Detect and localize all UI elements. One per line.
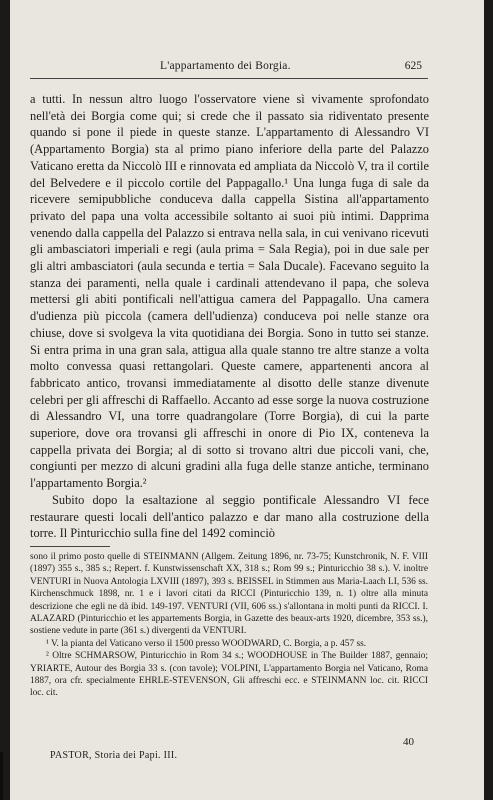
footnotes bbox=[30, 551, 428, 700]
book-page bbox=[10, 0, 484, 800]
header-rule bbox=[30, 78, 428, 79]
paragraph: a tutti. In nessun altro luogo l'osservatore viene sì vivamente sprofondato nell'età dei Borgia come qui; si crede che il passato sia ridiventato presente quando si pone il piede in queste stanze. L'appartamento di Alessandro VI (Appartamento Borgia) sta al primo piano inferiore della parte del Palazzo Vaticano eretta da Niccolò III e rinnovata ed ampliata da Niccolò V, tra il cortile del Belvedere e il piccolo cortile del Pappagallo.¹ Una lunga fuga di sale da ricevere semipubbliche conduceva dalla cappella Sistina all'appartamento privato del papa una volta accessibile soltanto ai suoi più intimi. Dapprima venendo dalla cappella del Palazzo si entrava nella sala, in cui venivano ricevuti gli ambasciatori imperiali e regi (aula prima = Sala Regia), poi in due sale per gli altri ambasciatori (aula secunda e tertia = Sala Ducale). Facevano seguito la stanza dei paramenti, nella quale i cardinali attendevano il papa, che soleva mettersi gli abiti pontificali nell'attigua camera del Pappagallo. Una camera d'udienza più piccola (camera dell'udienza) conduceva poi nelle stanze ora chiuse, dove si svolgeva la vita quotidiana dei Borgia. Sono in tutto sei stanze. Si entra prima in una gran sala, attigua alla quale stanno tre altre stanze a volta molto convessa quasi rettangolari. Queste camere, appartenenti ancora al fabbricato antico, trovansi immediatamente al disotto delle stanze divenute celebri per gli affreschi di Raffaello. Accanto ad esse sorge la nuova costruzione di Alessandro VI, una torre quadrangolare (Torre Borgia), di cui la parte superiore, dove ora trovansi gli affreschi in onore di Pio IX, conteneva la cappella privata dei Borgia; al di sotto si trovano altri due piccoli vani, che, congiunti per mezzo di alcuni gradini alla fuga delle stanze antiche, terminano l'appartamento Borgia.² bbox=[30, 92, 429, 491]
signature-line: PASTOR, Storia dei Papi. III. bbox=[50, 750, 178, 761]
running-title: L'appartamento dei Borgia. bbox=[160, 60, 291, 72]
page-number: 625 bbox=[404, 60, 422, 72]
footnote-2: ² Oltre SCHMARSOW, Pinturicchio in Rom 34 s.; WOODHOUSE in The Builder 1887, gennaio; YRIARTE, Autour des Borgia 33 s. (con tavole); VOLPINI, L'appartamento Borgia nel Vaticano, Roma 1887, ora cfr. specialmente EHRLE-STEVENSON, Gli affreschi ecc. e STEINMANN loc. cit. RICCI loc. cit. bbox=[30, 651, 428, 699]
scan-edge bbox=[0, 752, 3, 800]
footnote-rule bbox=[30, 546, 110, 547]
paragraph: Subito dopo la esaltazione al seggio pontificale Alessandro VI fece restaurare questi locali dell'antico palazzo e dar mano alla costruzione della torre. Il Pinturicchio sulla fine del 1492 cominciò bbox=[30, 492, 429, 541]
footnote-1: ¹ V. la pianta del Vaticano verso il 1500 presso WOODWARD, C. Borgia, a p. 457 ss. bbox=[46, 638, 367, 649]
body-text bbox=[30, 91, 429, 542]
running-header bbox=[10, 60, 484, 76]
footnote-continuation: sono il primo posto quelle di STEINMANN (Allgem. Zeitung 1896, nr. 73-75; Kunstchronik, N. F. VIII (1897) 355 s., 385 s.; Repert. f. Kunstwissenschaft XX, 318 s.; Rom 99 s.; Pinturicchio 38 s.). V. inoltre VENTURI in Nuova Antologia LXVIII (1897), 393 s. BEISSEL in Stimmen aus Maria-Laach LI, 536 ss. Kirchenschmuck 1898, nr. 1 e i lavori citati da RICCI (Pinturicchio 139, n. 1) oltre alla minuta descrizione che egli ne dà ibid. 149-197. VENTURI (VII, 606 ss.) s'allontana in molti punti da RICCI. I. ALAZARD (Pinturicchio et les appartements Borgia, in Gazette des beaux-arts 1920, dicembre, 353 ss.), sostiene vedute in parte (361 s.) divergenti da VENTURI. bbox=[30, 552, 428, 637]
signature-number: 40 bbox=[403, 736, 414, 748]
